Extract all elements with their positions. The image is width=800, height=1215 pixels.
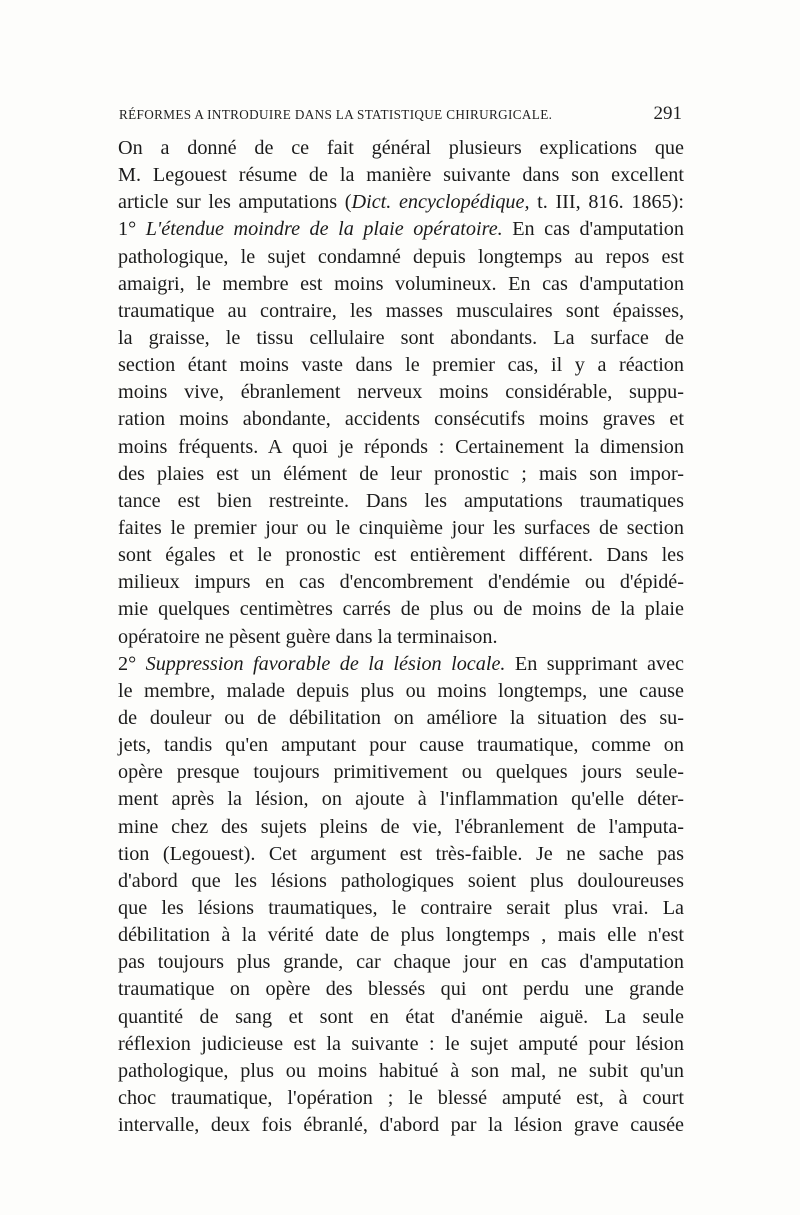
- text-line: intervalle, deux fois ébranlé, d'abord par la lésion grave causée: [118, 1114, 684, 1137]
- text-line: moins fréquents. A quoi je réponds : Certainement la dimension: [118, 435, 684, 458]
- text-line: pathologique, le sujet condamné depuis longtemps au repos est: [118, 245, 684, 268]
- text-line: On a donné de ce fait général plusieurs explications que: [118, 137, 684, 159]
- text-line: débilitation à la vérité date de plus longtemps , mais elle n'est: [118, 924, 684, 947]
- text-line: opératoire ne pèsent guère dans la terminaison.: [118, 625, 498, 648]
- text-line: pathologique, plus ou moins habitué à son mal, ne subit qu'un: [118, 1059, 684, 1082]
- text-line: traumatique on opère des blessés qui ont perdu une grande: [118, 978, 684, 1001]
- text-line: pas toujours plus grande, car chaque jour en cas d'amputation: [118, 951, 684, 974]
- text-line: [118, 189, 684, 216]
- text-line: moins vive, ébranlement nerveux moins considérable, suppu-: [118, 381, 684, 404]
- italic-heading: Dict. encyclopédique,: [351, 191, 530, 214]
- line-text-segment: 1°: [118, 218, 146, 241]
- text-line: section étant moins vaste dans le premier cas, il y a réaction: [118, 354, 684, 377]
- text-line: tion (Legouest). Cet argument est très-faible. Je ne sache pas: [118, 842, 684, 865]
- line-text-segment: 2°: [118, 652, 146, 675]
- text-line: amaigri, le membre est moins volumineux. En cas d'amputation: [118, 272, 684, 295]
- text-line: le membre, malade depuis plus ou moins longtemps, une cause: [118, 679, 684, 702]
- text-line: la graisse, le tissu cellulaire sont abondants. La surface de: [118, 326, 684, 349]
- text-line: opère presque toujours primitivement ou quelques jours seule-: [118, 761, 684, 784]
- text-line: milieux impurs en cas d'encombrement d'endémie ou d'épidé-: [118, 571, 684, 594]
- line-text-segment: En cas d'amputation: [502, 218, 684, 241]
- line-text-segment: En supprimant avec: [505, 652, 685, 675]
- text-line: faites le premier jour ou le cinquième jour les surfaces de section: [118, 516, 684, 539]
- italic-heading: Suppression favorable de la lésion locale.: [145, 652, 506, 675]
- text-line: d'abord que les lésions pathologiques soient plus douloureuses: [118, 869, 684, 892]
- text-line: des plaies est un élément de leur pronostic ; mais son impor-: [118, 462, 684, 485]
- text-line: que les lésions traumatiques, le contraire serait plus vrai. La: [118, 896, 684, 919]
- text-line: quantité de sang et sont en état d'anémie aiguë. La seule: [118, 1005, 684, 1028]
- italic-heading: L'étendue moindre de la plaie opératoire.: [145, 218, 503, 241]
- text-line: ration moins abondante, accidents consécutifs moins graves et: [118, 408, 684, 431]
- running-header-title: RÉFORMES A INTRODUIRE DANS LA STATISTIQUE CHIRURGICALE.: [119, 107, 553, 122]
- text-line: réflexion judicieuse est la suivante : le sujet amputé pour lésion: [118, 1032, 684, 1055]
- text-line: sont égales et le pronostic est entièrement différent. Dans les: [118, 544, 684, 567]
- text-line: traumatique au contraire, les masses musculaires sont épaisses,: [118, 299, 684, 322]
- text-line: mie quelques centimètres carrés de plus ou de moins de la plaie: [118, 598, 684, 621]
- text-line: jets, tandis qu'en amputant pour cause traumatique, comme on: [118, 734, 684, 757]
- line-text-segment: article sur les amputations (: [118, 191, 352, 214]
- text-line: de douleur ou de débilitation on améliore la situation des su-: [118, 706, 684, 729]
- text-line: choc traumatique, l'opération ; le blessé amputé est, à court: [118, 1086, 684, 1109]
- text-line: mine chez des sujets pleins de vie, l'ébranlement de l'amputa-: [118, 815, 684, 838]
- line-text-segment: t. III, 816. 1865):: [529, 191, 684, 214]
- running-header: [119, 104, 682, 126]
- body-text: [118, 135, 684, 1139]
- text-line: M. Legouest résume de la manière suivante dans son excellent: [118, 164, 684, 187]
- text-line: tance est bien restreinte. Dans les amputations traumatiques: [118, 489, 684, 512]
- text-line: [118, 216, 684, 243]
- text-line: ment après la lésion, on ajoute à l'inflammation qu'elle déter-: [118, 788, 684, 811]
- text-line: [118, 651, 684, 678]
- page-number: 291: [653, 103, 682, 124]
